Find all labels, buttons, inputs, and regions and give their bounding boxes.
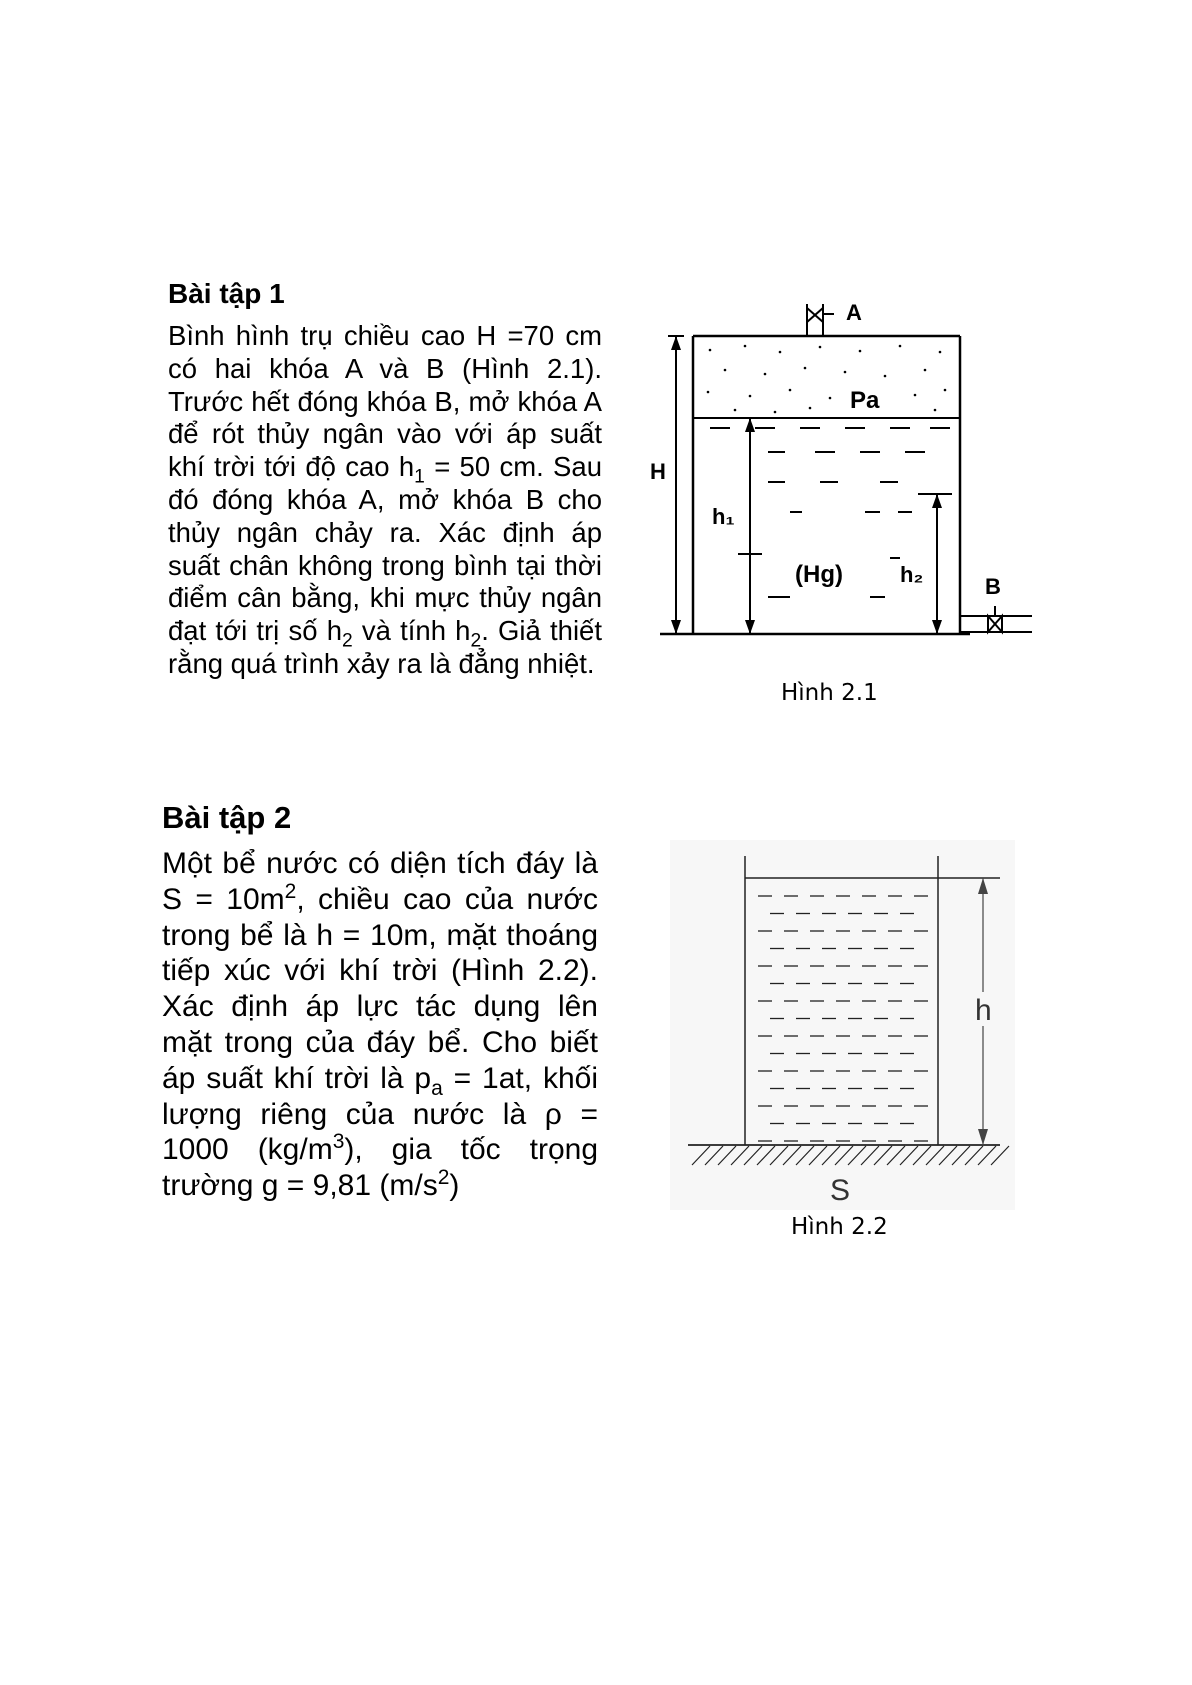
- figure-2-1-cylinder-diagram: [650, 292, 1040, 672]
- label-H: H: [650, 459, 666, 484]
- exercise-2-title: Bài tập 2: [162, 800, 292, 835]
- label-mercury: (Hg): [795, 561, 843, 588]
- figure-2-2-tank-diagram: [670, 840, 1015, 1210]
- label-valve-a: A: [846, 300, 862, 325]
- label-area-S: S: [830, 1174, 851, 1207]
- exercise-1-title: Bài tập 1: [168, 278, 285, 309]
- label-gas-pa: Pa: [850, 387, 880, 414]
- gas-dots: [707, 345, 947, 414]
- label-h1: h₁: [712, 504, 735, 529]
- figure-2-2-caption: Hình 2.2: [791, 1214, 888, 1240]
- label-h2: h₂: [900, 562, 924, 587]
- exercise-1-text: Bình hình trụ chiều cao H =70 cm có hai khóa A và B (Hình 2.1). Trước hết đóng khóa B, mở khóa A để rót thủy ngân vào với áp suất khí trời tới độ cao $h_1 = 50$ cm. Sau đó đóng khóa A, mở khóa B cho thủy ngân chảy ra. Xác định áp suất chân không trong bình tại thời điểm cân bằng, khi mực thủy ngân đạt tới trị số $h_2$ và tính $h_2$. Giả thiết rằng quá trình xảy ra là đẳng nhiệt.: [168, 320, 602, 679]
- valve-b-icon: [960, 606, 1032, 632]
- figure-2-1-caption: Hình 2.1: [781, 680, 878, 706]
- label-valve-b: B: [985, 574, 1001, 599]
- label-h: h: [975, 994, 992, 1027]
- exercise-2-text: Một bể nước có diện tích đáy là $S = 10m^2$, chiều cao của nước trong bể là h = 10m, mặt thoáng tiếp xúc với khí trời (Hình 2.2). Xác định áp lực tác dụng lên mặt trong của đáy bể. Cho biết áp suất khí trời là $p_a = 1at$, khối lượng riêng của nước là ρ = 1000 $(kg/m^3)$, gia tốc trọng trường g = 9,81 $(m/s^2)$: [162, 847, 599, 1203]
- valve-a-icon: [807, 304, 834, 336]
